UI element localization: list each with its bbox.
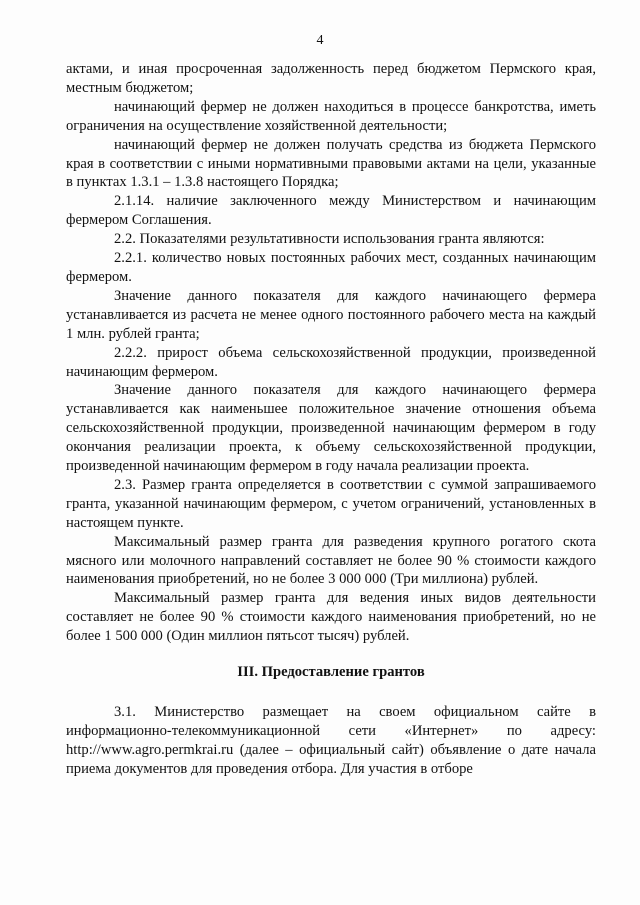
- paragraph-2: начинающий фермер не должен находиться в процессе банкротства, иметь ограничения на осуществление хозяйственной деятельности;: [66, 98, 596, 134]
- paragraph-12: Максимальный размер гранта для ведения иных видов деятельности составляет не более 90 % стоимости каждого наименования приобретений, но не более 1 500 000 (Один миллион пятьсот тысяч) рублей.: [66, 590, 596, 645]
- paragraph-9: Значение данного показателя для каждого начинающего фермера устанавливается как наименьшее положительное значение отношения объема сельскохозяйственной продукции, произведенной начинающим фермером в году окончания реализации проекта, к объему сельскохозяйственной продукции, произведенной начинающим фермером в году начала реализации проекта.: [66, 382, 596, 475]
- paragraph-11: Максимальный размер гранта для разведения крупного рогатого скота мясного или молочного направлений составляет не более 90 % стоимости каждого наименования приобретений, но не более 3 000 000 (Три миллиона) рублей.: [66, 533, 596, 588]
- paragraph-10: 2.3. Размер гранта определяется в соответствии с суммой запрашиваемого гранта, указанной начинающим фермером, с учетом ограничений, установленных в настоящем пункте.: [66, 476, 596, 531]
- paragraph-7: Значение данного показателя для каждого начинающего фермера устанавливается из расчета не менее одного постоянного рабочего места на каждый 1 млн. рублей гранта;: [66, 287, 596, 342]
- paragraph-5: 2.2. Показателями результативности использования гранта являются:: [114, 231, 545, 248]
- paragraph-13: 3.1. Министерство размещает на своем официальном сайте в информационно-телекоммуникационной сети «Интернет» по адресу: http://www.agro.permkrai.ru (далее – официальный сайт) объявление о дате начала приема документов для проведения отбора. Для участия в отборе: [66, 704, 596, 777]
- paragraph-6: 2.2.1. количество новых постоянных рабочих мест, созданных начинающим фермером.: [66, 250, 596, 285]
- document-body: [66, 60, 596, 779]
- section-heading: III. Предоставление грантов: [237, 664, 425, 681]
- page-number: 4: [316, 33, 324, 48]
- paragraph-3: начинающий фермер не должен получать средства из бюджета Пермского края в соответствии с иными нормативными правовыми актами на цели, указанные в пунктах 1.3.1 – 1.3.8 настоящего Порядка;: [66, 136, 596, 191]
- paragraph-1: актами, и иная просроченная задолженность перед бюджетом Пермского края, местным бюджетом;: [66, 61, 596, 96]
- paragraph-8: 2.2.2. прирост объема сельскохозяйственной продукции, произведенной начинающим фермером.: [66, 344, 596, 380]
- paragraph-4: 2.1.14. наличие заключенного между Министерством и начинающим фермером Соглашения.: [66, 193, 596, 229]
